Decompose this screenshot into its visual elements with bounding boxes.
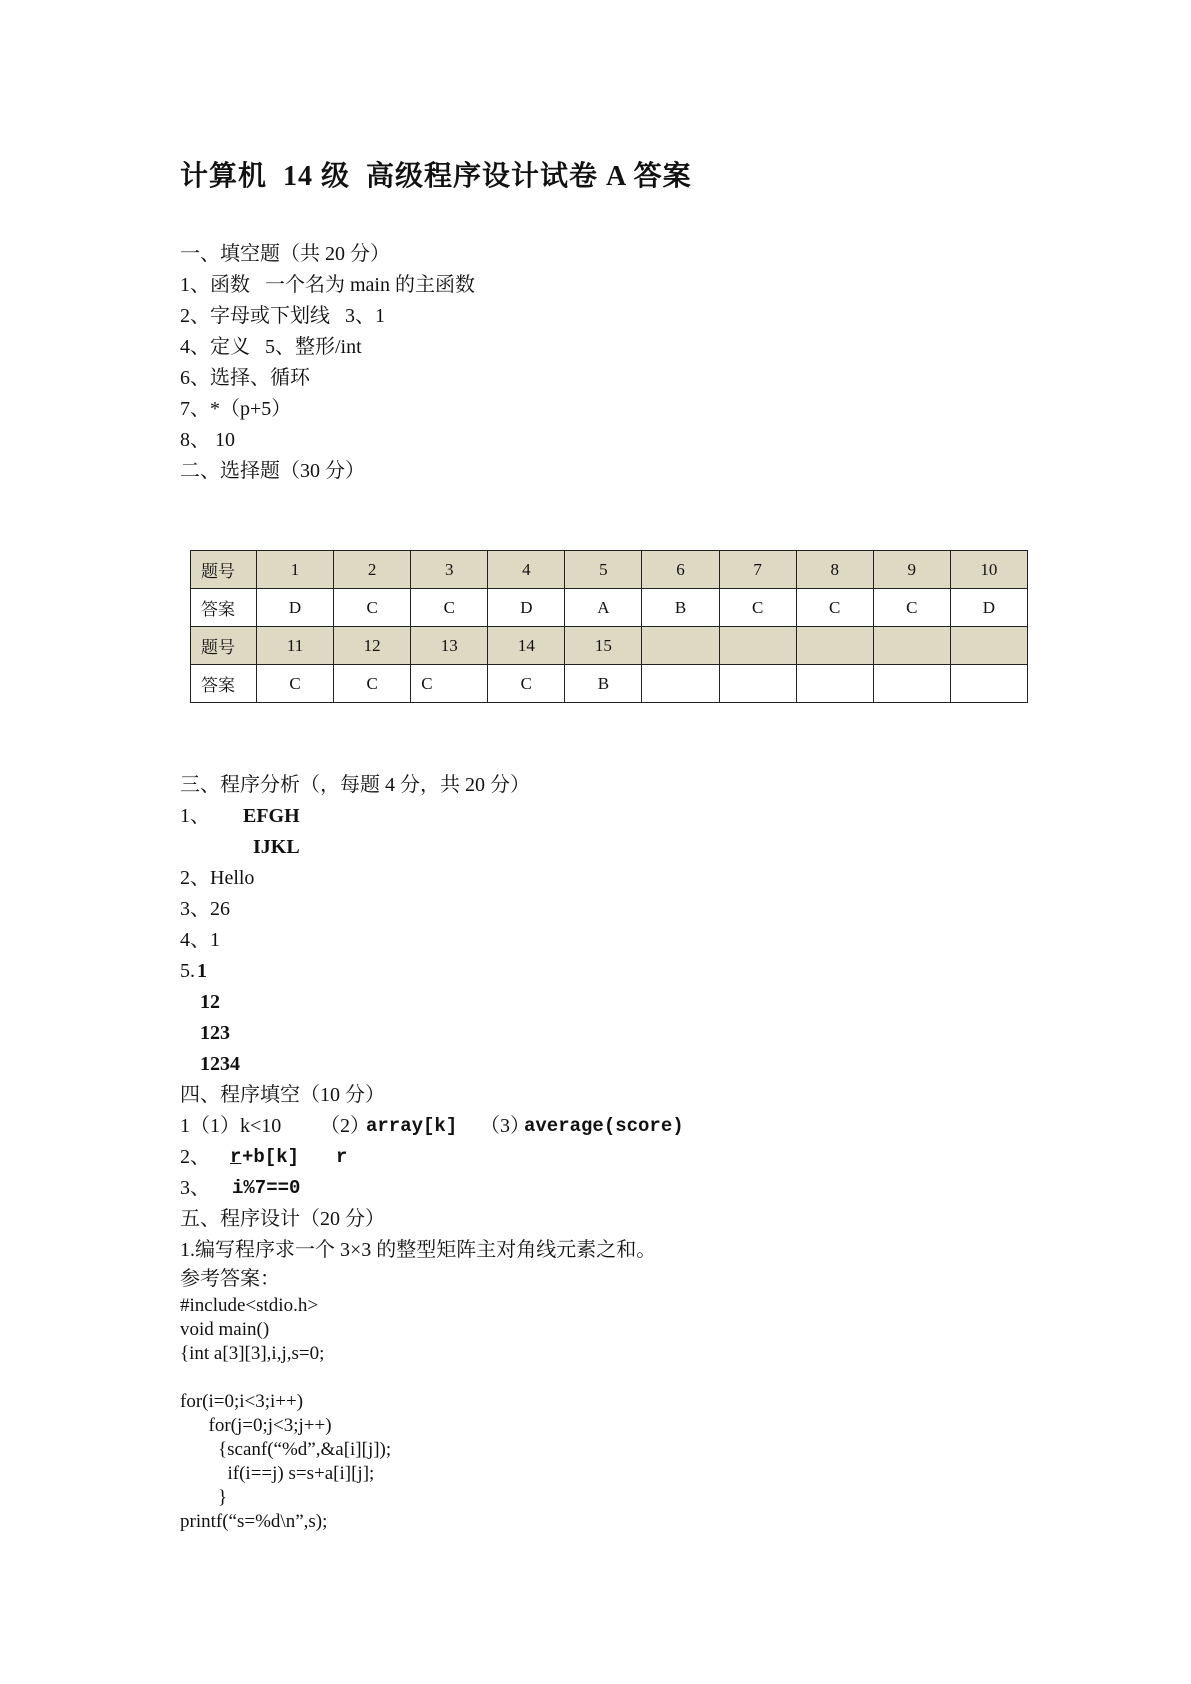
answer-cell: D (950, 589, 1027, 627)
question-number-cell: 12 (334, 627, 411, 665)
answer-cell (719, 665, 796, 703)
code-line-10: printf(“s=%d\n”,s); (180, 1511, 328, 1532)
section4-q2-prefix: 2、 (180, 1146, 210, 1168)
table-row-numbers-2 (191, 627, 1028, 665)
answer-cell: D (257, 589, 334, 627)
section4-q1-b-code: array[k] (366, 1115, 458, 1137)
answer-cell: C (796, 589, 873, 627)
code-line-5: for(i=0;i<3;i++) (180, 1391, 304, 1412)
answer-cell: C (334, 665, 411, 703)
question-number-cell: 15 (565, 627, 642, 665)
section5-heading: 五、程序设计（20 分） (180, 1208, 385, 1230)
answer-cell: C (873, 589, 950, 627)
question-number-cell: 2 (334, 551, 411, 589)
table-row-answers-2 (191, 665, 1028, 703)
question-number-cell: 11 (257, 627, 334, 665)
table-row-numbers-1 (191, 551, 1028, 589)
section4-q1-b: （2） (320, 1115, 370, 1137)
section1-line-3: 4、定义 5、整形/int (180, 336, 362, 358)
question-number-cell (873, 627, 950, 665)
question-number-cell: 8 (796, 551, 873, 589)
section3-q3: 3、26 (180, 898, 230, 920)
code-line-7: {scanf(“%d”,&a[i][j]); (180, 1439, 392, 1460)
section4-heading: 四、程序填空（10 分） (180, 1084, 385, 1106)
section1-line-5: 7、*（p+5） (180, 398, 292, 420)
section1-line-1: 1、函数 一个名为 main 的主函数 (180, 274, 475, 296)
section5-question: 1.编写程序求一个 3×3 的整型矩阵主对角线元素之和。 (180, 1239, 657, 1261)
question-number-cell: 9 (873, 551, 950, 589)
code-line-9: } (180, 1487, 228, 1508)
code-line-8: if(i==j) s=s+a[i][j]; (180, 1463, 375, 1484)
answer-cell: B (642, 589, 719, 627)
row-label-answer: 答案 (191, 589, 257, 627)
section3-q5-line2: 12 (200, 991, 220, 1013)
question-number-cell: 5 (565, 551, 642, 589)
section4-q2-underlined-r: r (230, 1146, 242, 1168)
section3-heading: 三、程序分析（，每题 4 分，共 20 分） (180, 774, 530, 796)
answer-cell: D (488, 589, 565, 627)
row-label-answer: 答案 (191, 665, 257, 703)
answer-cell: C (257, 665, 334, 703)
code-line-1: #include<stdio.h> (180, 1295, 319, 1316)
question-number-cell (719, 627, 796, 665)
answer-cell: C (411, 589, 488, 627)
section3-q1-line2: IJKL (253, 836, 300, 858)
section3-q2: 2、Hello (180, 867, 255, 889)
row-label-number: 题号 (191, 627, 257, 665)
section4-q3-code: i%7==0 (232, 1177, 301, 1199)
answer-cell: C (719, 589, 796, 627)
section3-q5-prefix: 5. (180, 960, 195, 982)
question-number-cell: 6 (642, 551, 719, 589)
section1-heading: 一、填空题（共 20 分） (180, 243, 390, 265)
section2-heading: 二、选择题（30 分） (180, 460, 365, 482)
section1-line-6: 8、 10 (180, 429, 235, 451)
question-number-cell: 14 (488, 627, 565, 665)
answer-cell: C (334, 589, 411, 627)
code-line-6: for(j=0;j<3;j++) (180, 1415, 332, 1436)
section4-q2-expression: +b[k] (242, 1146, 300, 1168)
answer-cell: A (565, 589, 642, 627)
section4-q1-a: 1（1）k<10 (180, 1115, 282, 1137)
code-line-2: void main() (180, 1319, 270, 1340)
code-line-3: {int a[3][3],i,j,s=0; (180, 1343, 325, 1364)
question-number-cell: 1 (257, 551, 334, 589)
question-number-cell: 13 (411, 627, 488, 665)
answer-cell (873, 665, 950, 703)
page-title: 计算机 14 级 高级程序设计试卷 A 答案 (180, 161, 692, 192)
question-number-cell: 4 (488, 551, 565, 589)
question-number-cell: 7 (719, 551, 796, 589)
question-number-cell: 10 (950, 551, 1027, 589)
section3-q1-prefix: 1、 (180, 805, 210, 827)
question-number-cell (642, 627, 719, 665)
question-number-cell (950, 627, 1027, 665)
section4-q1-c: （3） (480, 1115, 530, 1137)
row-label-number: 题号 (191, 551, 257, 589)
answer-cell: C (411, 665, 488, 703)
answer-table (190, 550, 1028, 703)
section3-q5-line3: 123 (200, 1022, 230, 1044)
section5-reference-label: 参考答案： (180, 1268, 280, 1290)
answer-cell (950, 665, 1027, 703)
table-row-answers-1 (191, 589, 1028, 627)
section3-q4: 4、1 (180, 929, 220, 951)
section4-q3-prefix: 3、 (180, 1177, 210, 1199)
question-number-cell (796, 627, 873, 665)
section4-q2-answer2: r (336, 1146, 348, 1168)
section3-q5-line4: 1234 (200, 1053, 240, 1075)
answer-cell (642, 665, 719, 703)
section3-q5-line1: 1 (197, 960, 207, 982)
section3-q1-line1: EFGH (243, 805, 300, 827)
section1-line-4: 6、选择、循环 (180, 367, 310, 389)
question-number-cell: 3 (411, 551, 488, 589)
answer-cell: B (565, 665, 642, 703)
answer-cell: C (488, 665, 565, 703)
answer-cell (796, 665, 873, 703)
section4-q1-c-code: average(score) (524, 1115, 684, 1137)
section1-line-2: 2、字母或下划线 3、1 (180, 305, 385, 327)
